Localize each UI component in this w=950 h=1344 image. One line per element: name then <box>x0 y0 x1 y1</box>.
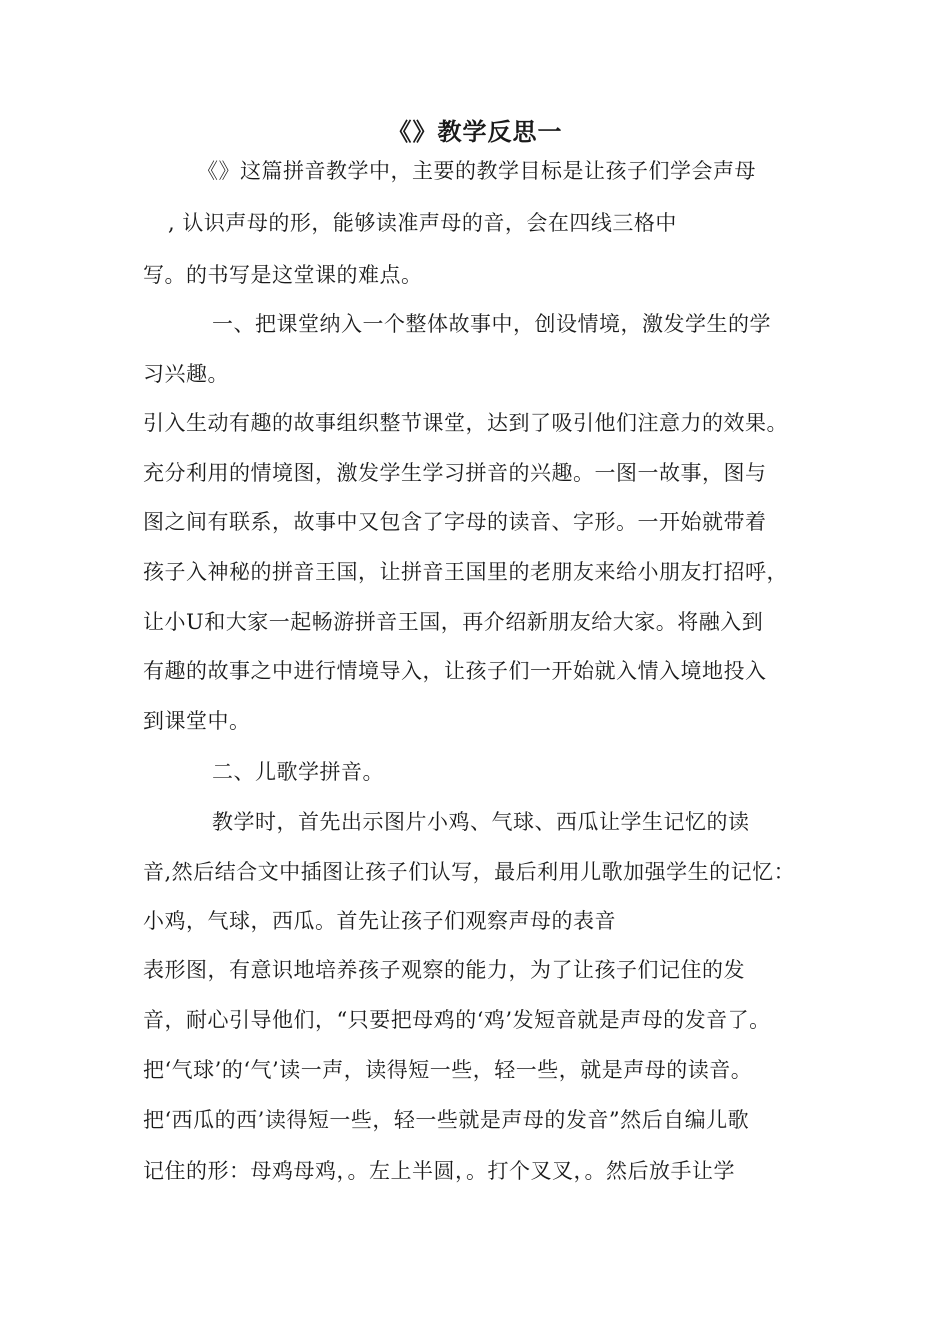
paragraph-line: 写。的书写是这堂课的难点。 <box>143 263 423 287</box>
paragraph-line: 一、把课堂纳入一个整体故事中，创设情境，激发学生的学 <box>212 312 771 336</box>
paragraph-line: 习兴趣。 <box>143 362 229 386</box>
paragraph-line: 引入生动有趣的故事组织整节课堂，达到了吸引他们注意力的效果。 <box>143 411 788 435</box>
paragraph-line: 图之间有联系，故事中又包含了字母的读音、字形。一开始就带着 <box>143 510 767 534</box>
paragraph-line: 音，耐心引导他们，“只要把母鸡的‘鸡’发短音就是声母的发音了。 <box>143 1008 771 1032</box>
paragraph-line: 充分利用的情境图，激发学生学习拼音的兴趣。一图一故事，图与 <box>143 461 767 485</box>
document-title: 《》教学反思一 <box>387 118 563 146</box>
paragraph-line: 表形图，有意识地培养孩子观察的能力，为了让孩子们记住的发 <box>143 958 745 982</box>
paragraph-line: 小鸡，气球，西瓜。首先让孩子们观察声母的表音 <box>143 909 616 933</box>
paragraph-line: 把‘气球’的‘气’读一声，读得短一些，轻一些，就是声母的读音。 <box>143 1058 753 1082</box>
paragraph-line: 《》这篇拼音教学中，主要的教学目标是让孩子们学会声母 <box>197 159 756 183</box>
paragraph-line: 有趣的故事之中进行情境导入，让孩子们一开始就入情入境地投入 <box>143 659 767 683</box>
paragraph-line: 记住的形：母鸡母鸡，。左上半圆，。打个叉叉，。然后放手让学 <box>143 1159 735 1183</box>
paragraph-line: 音,然后结合文中插图让孩子们认写，最后利用儿歌加强学生的记忆： <box>143 860 796 884</box>
paragraph-line: 把‘西瓜的西’读得短一些，轻一些就是声母的发音”然后自编儿歌 <box>143 1108 750 1132</box>
paragraph-line: 到课堂中。 <box>143 709 251 733</box>
paragraph-line: , 认识声母的形，能够读准声母的音，会在四线三格中 <box>168 211 677 235</box>
paragraph-line: 孩子入神秘的拼音王国，让拼音王国里的老朋友来给小朋友打招呼， <box>143 560 788 584</box>
paragraph-line: 二、儿歌学拼音。 <box>212 760 384 784</box>
paragraph-line: 教学时，首先出示图片小鸡、气球、西瓜让学生记忆的读 <box>212 810 750 834</box>
paragraph-line: 让小U和大家一起畅游拼音王国，再介绍新朋友给大家。将融入到 <box>143 610 764 634</box>
